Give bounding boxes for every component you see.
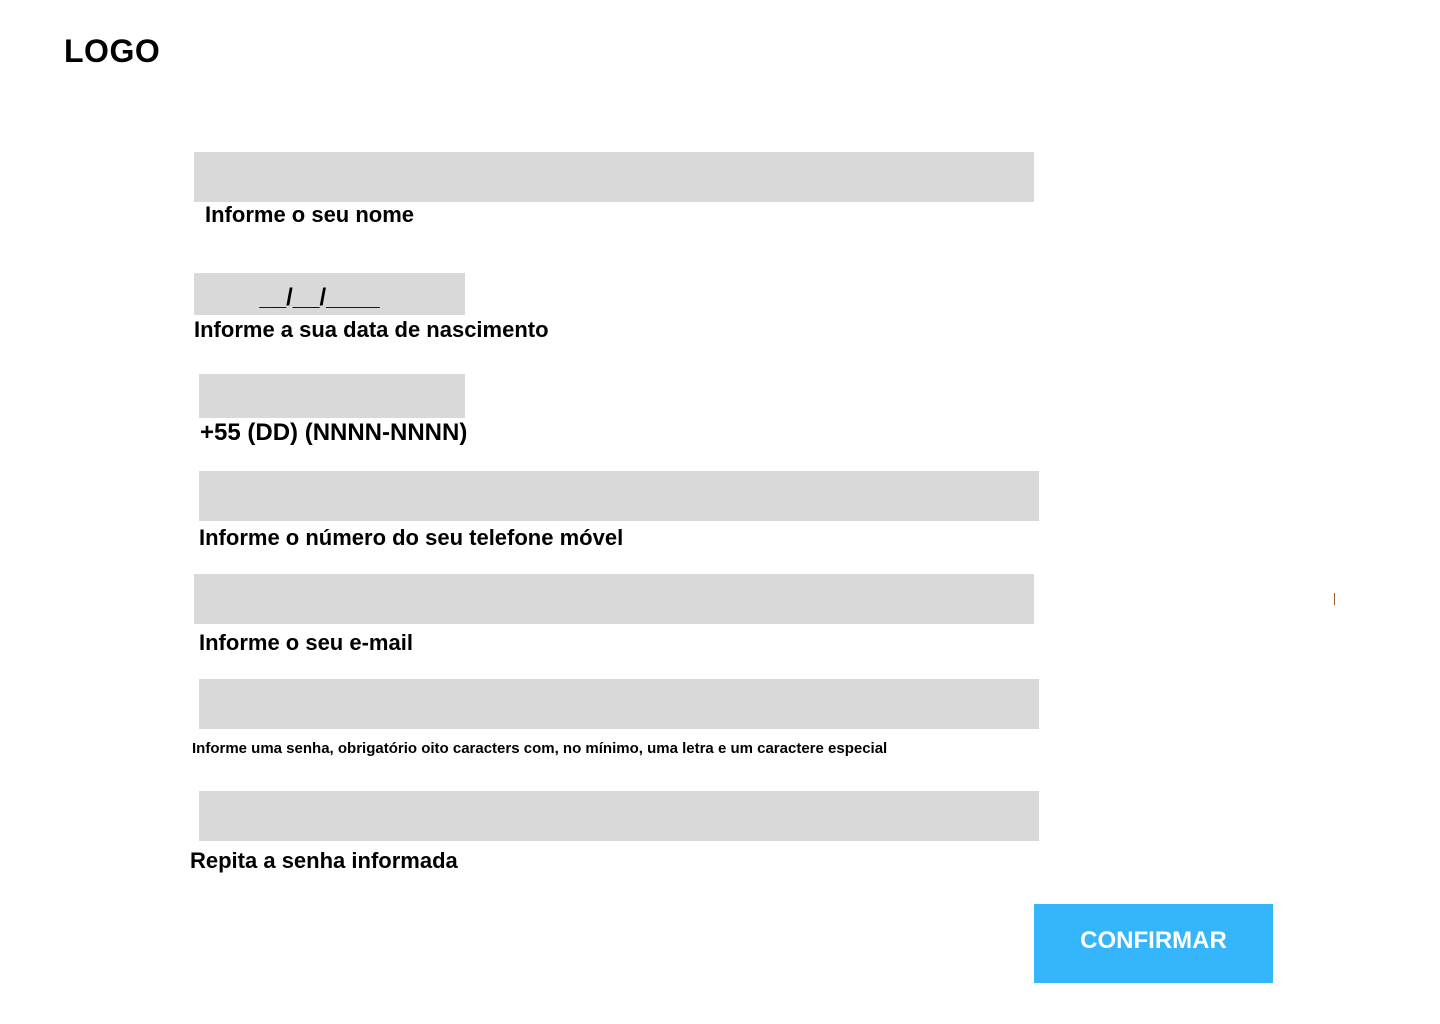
- confirm-button[interactable]: CONFIRMAR: [1034, 904, 1273, 983]
- logo: LOGO: [64, 33, 161, 69]
- birthdate-input[interactable]: __/__/____: [194, 273, 465, 315]
- phone-label: Informe o número do seu telefone móvel: [199, 525, 624, 550]
- email-label: Informe o seu e-mail: [199, 630, 413, 655]
- phone-format-label: +55 (DD) (NNNN-NNNN): [200, 419, 468, 446]
- text-cursor-mark: [1334, 593, 1335, 605]
- email-input[interactable]: [194, 574, 1034, 624]
- phone-country-input[interactable]: [199, 374, 465, 418]
- password-input[interactable]: [199, 679, 1039, 729]
- name-label: Informe o seu nome: [205, 202, 415, 227]
- password-label: Informe uma senha, obrigatório oito caracters com, no mínimo, uma letra e um caractere especial: [192, 740, 888, 757]
- password-confirm-label: Repita a senha informada: [190, 848, 458, 873]
- password-confirm-input[interactable]: [199, 791, 1039, 841]
- name-input[interactable]: [194, 152, 1034, 202]
- birthdate-label: Informe a sua data de nascimento: [194, 317, 549, 342]
- phone-input[interactable]: [199, 471, 1039, 521]
